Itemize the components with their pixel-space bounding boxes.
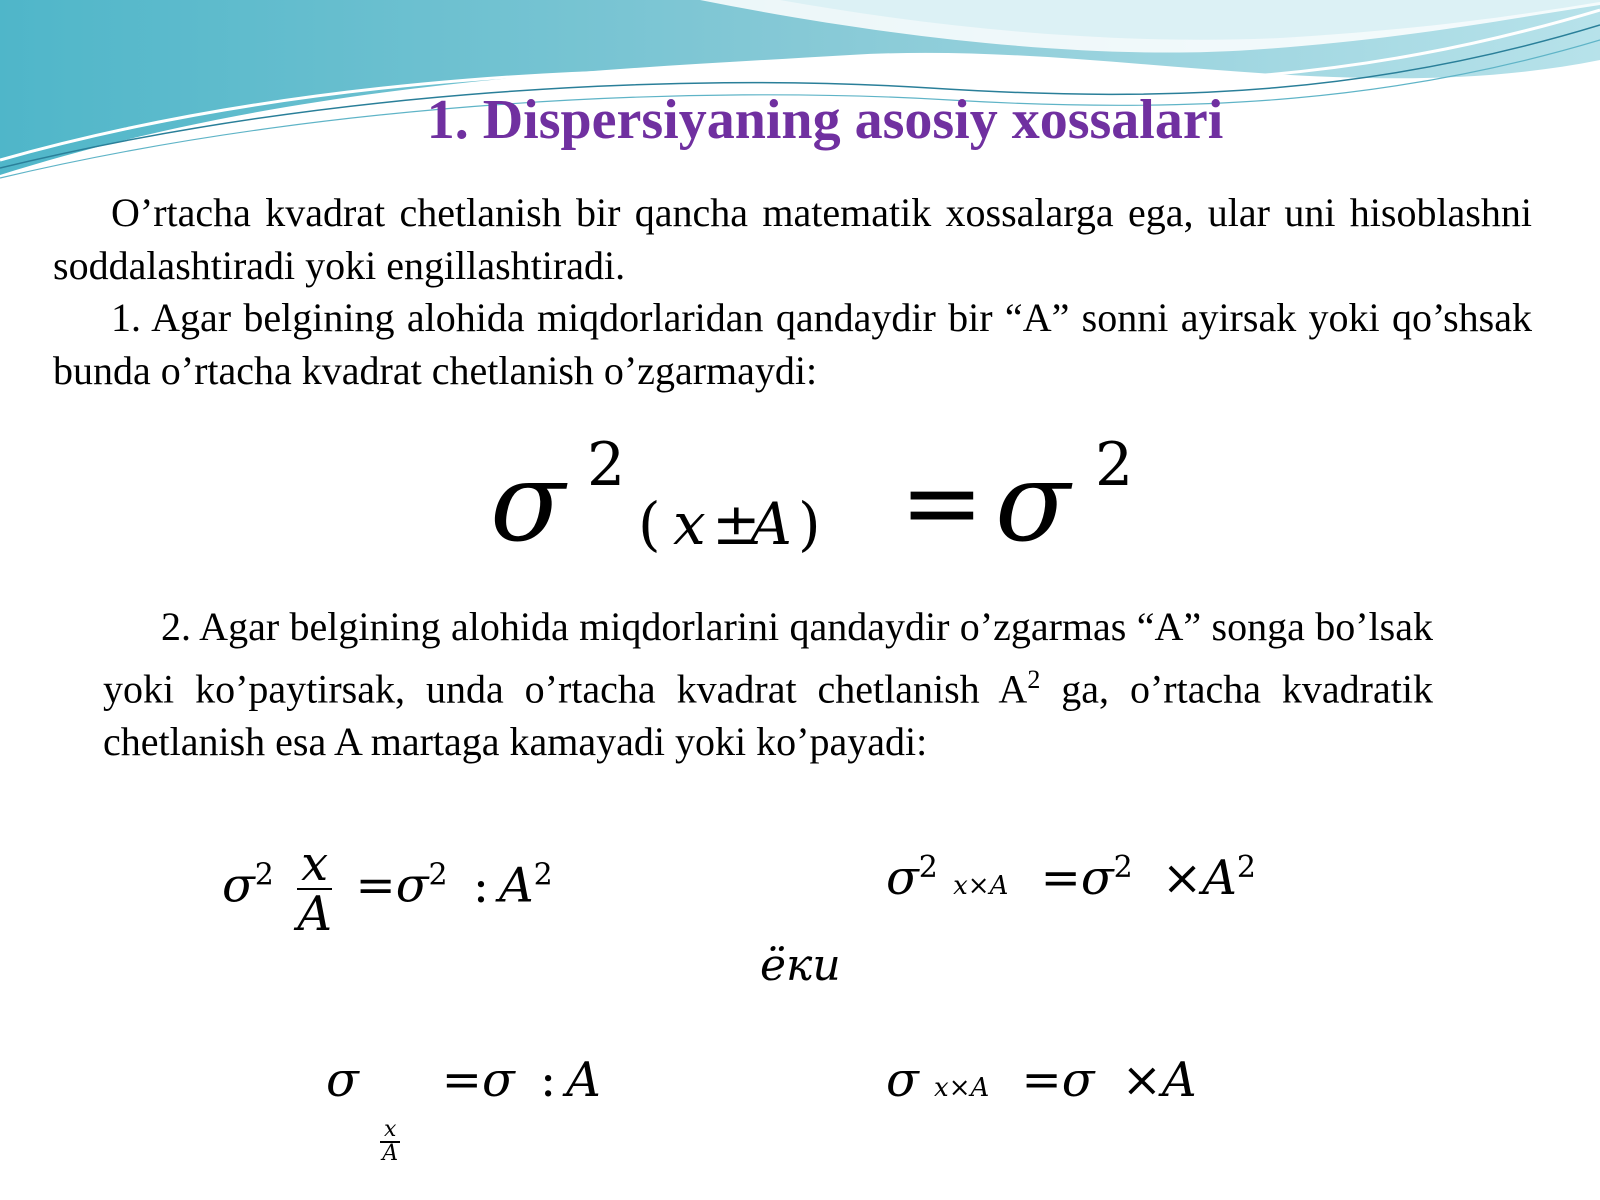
sigma-symbol: σ <box>995 438 1071 566</box>
colon-sign: : <box>539 1052 557 1108</box>
sigma-symbol: σ <box>886 850 919 906</box>
equals-sign: = <box>900 444 984 561</box>
sigma-symbol: σ <box>222 857 255 914</box>
var-A: A <box>566 1052 601 1108</box>
var-A: A <box>970 1073 990 1103</box>
sigma-symbol: σ <box>481 1052 515 1108</box>
times-sign: × <box>967 871 990 901</box>
exponent: 2 <box>533 857 553 893</box>
exponent: 2 <box>1095 430 1134 500</box>
times-sign: × <box>948 1073 971 1103</box>
denominator: A <box>297 886 332 942</box>
var-x: x <box>953 871 968 901</box>
subscript-x-times-A <box>953 871 1017 901</box>
formula-std-multiply <box>886 1052 1197 1108</box>
equals-sign: = <box>355 857 396 914</box>
equals-sign: = <box>441 1052 482 1108</box>
exponent: 2 <box>254 857 274 893</box>
numerator: x <box>380 1119 400 1143</box>
sigma-symbol: σ <box>886 1052 919 1108</box>
exponent: 2 <box>918 850 938 885</box>
times-sign: × <box>1121 1052 1163 1108</box>
formula-variance-divide <box>222 836 553 942</box>
sigma-symbol: σ <box>395 857 429 914</box>
equals-sign: = <box>1021 1052 1062 1108</box>
property-2-text-cont: ga, o’rtacha kvadratik chetlanish esa A martaga kamayadi yoki ko’payadi: <box>103 666 1433 765</box>
var-A: A <box>498 857 534 914</box>
intro-text: O’rtacha kvadrat chetlanish bir qancha matematik xossalarga ega, ular uni hisoblashni soddalashtiradi yoki engillashtiradi. <box>53 190 1532 288</box>
exponent: 2 <box>1236 850 1256 885</box>
formula-variance-multiply <box>886 850 1256 906</box>
connector-word: ёки <box>760 940 841 991</box>
property-1-text: 1. Agar belgining alohida miqdorlaridan qandaydir bir “A” sonni ayirsak yoki qo’shsak bunda o’rtacha kvadrat chetlanish o’zgarmaydi: <box>53 295 1532 393</box>
var-A: A <box>989 871 1009 901</box>
sigma-symbol: σ <box>1080 850 1114 906</box>
paren-close: ) <box>798 490 821 558</box>
property-2-text: 2. Agar belgining alohida miqdorlarini qandaydir o’zgarmas “A” songa bo’lsak yoki ko’paytirsak, unda o’rtacha kvadrat chetlanish A <box>103 604 1433 712</box>
property-2-paragraph <box>103 600 1433 768</box>
superscript-2: 2 <box>1027 665 1041 694</box>
sigma-symbol: σ <box>490 438 566 566</box>
exponent: 2 <box>428 857 448 893</box>
paren-open: ( <box>638 490 661 558</box>
var-A: A <box>1202 850 1237 906</box>
property-1-paragraph <box>53 291 1532 397</box>
numerator: x <box>297 840 332 890</box>
colon-sign: : <box>472 857 489 914</box>
denominator: A <box>382 1141 399 1166</box>
sigma-symbol: σ <box>1061 1052 1095 1108</box>
exponent: 2 <box>587 430 626 500</box>
fraction-x-over-A-subscript <box>380 1119 400 1165</box>
formula-std-divide <box>326 1052 601 1165</box>
var-x: x <box>934 1073 949 1103</box>
exponent: 2 <box>1113 850 1133 885</box>
equals-sign: = <box>1040 850 1081 906</box>
times-sign: × <box>1161 850 1203 906</box>
slide-title: 1. Dispersiyaning asosiy xossalari <box>426 89 1224 151</box>
intro-paragraph <box>53 186 1532 292</box>
var-A: A <box>1162 1052 1197 1108</box>
fraction-x-over-A <box>297 836 332 942</box>
subscript-x-times-A <box>934 1073 998 1103</box>
plus-minus: ± <box>712 490 761 558</box>
var-A: A <box>750 490 792 558</box>
sigma-symbol: σ <box>326 1052 359 1108</box>
var-x: x <box>673 490 706 558</box>
